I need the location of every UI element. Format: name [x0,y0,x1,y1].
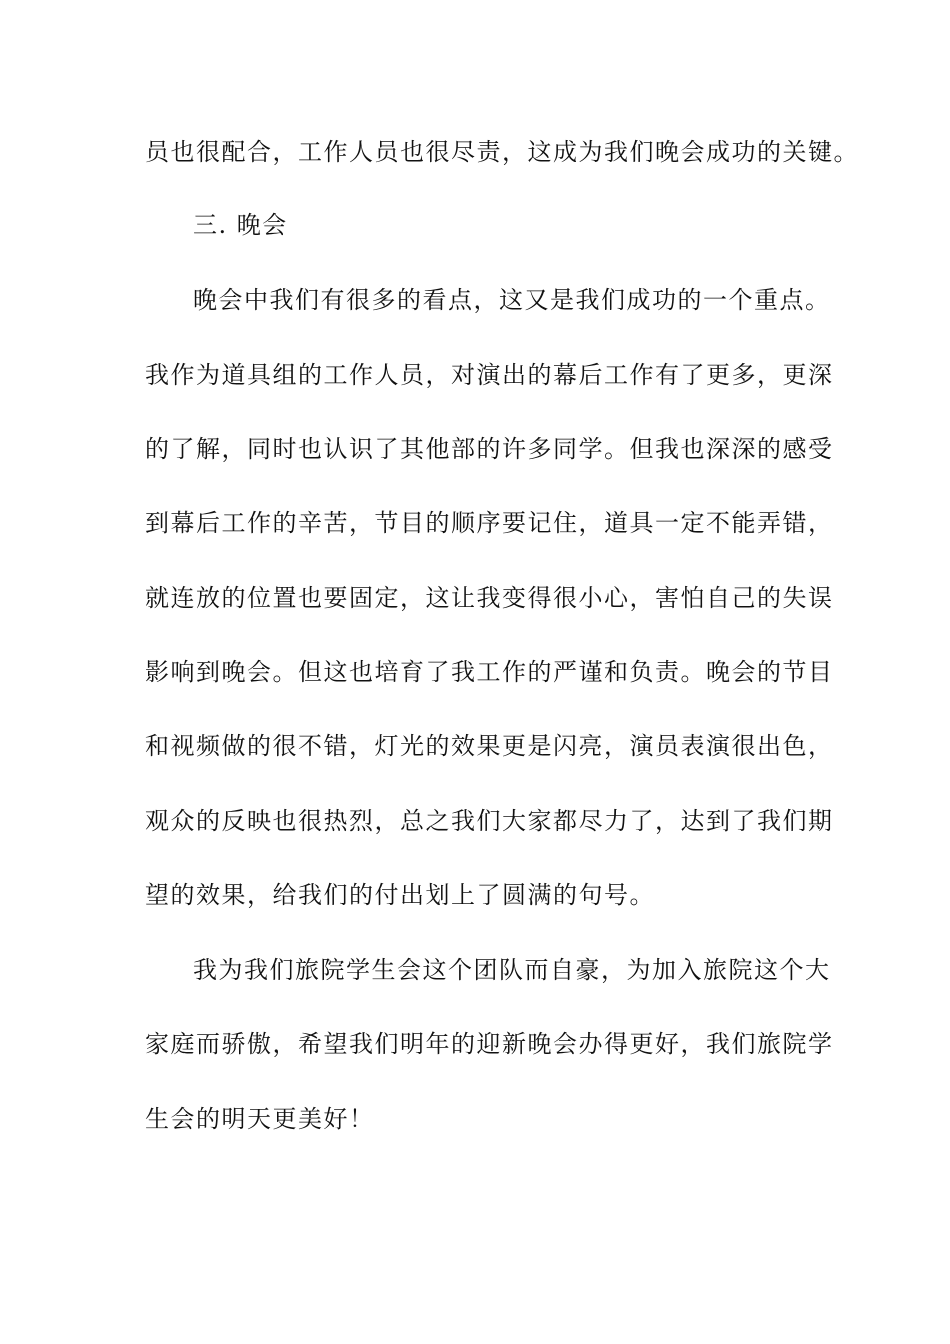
text-line: 和视频做的很不错，灯光的效果更是闪亮，演员表演很出色， [145,732,834,760]
text-line: 的了解，同时也认识了其他部的许多同学。但我也深深的感受 [145,435,834,463]
paragraph-first-line: 晚会中我们有很多的看点，这又是我们成功的一个重点。 [193,286,831,314]
text-line: 家庭而骄傲，希望我们明年的迎新晚会办得更好，我们旅院学 [145,1030,834,1058]
paragraph-first-line: 我为我们旅院学生会这个团队而自豪，为加入旅院这个大 [193,956,831,984]
section-heading: 三. 晚会 [193,211,288,239]
text-line: 我作为道具组的工作人员，对演出的幕后工作有了更多，更深 [145,361,834,389]
text-line: 影响到晚会。但这也培育了我工作的严谨和负责。晚会的节目 [145,658,834,686]
text-line: 观众的反映也很热烈，总之我们大家都尽力了，达到了我们期 [145,807,834,835]
text-line: 望的效果，给我们的付出划上了圆满的句号。 [145,881,655,909]
text-line: 到幕后工作的辛苦，节目的顺序要记住，道具一定不能弄错， [145,509,834,537]
text-line: 就连放的位置也要固定，这让我变得很小心，害怕自己的失误 [145,584,834,612]
text-line: 员也很配合，工作人员也很尽责，这成为我们晚会成功的关键。 [145,138,859,166]
text-line: 生会的明天更美好！ [145,1105,375,1133]
